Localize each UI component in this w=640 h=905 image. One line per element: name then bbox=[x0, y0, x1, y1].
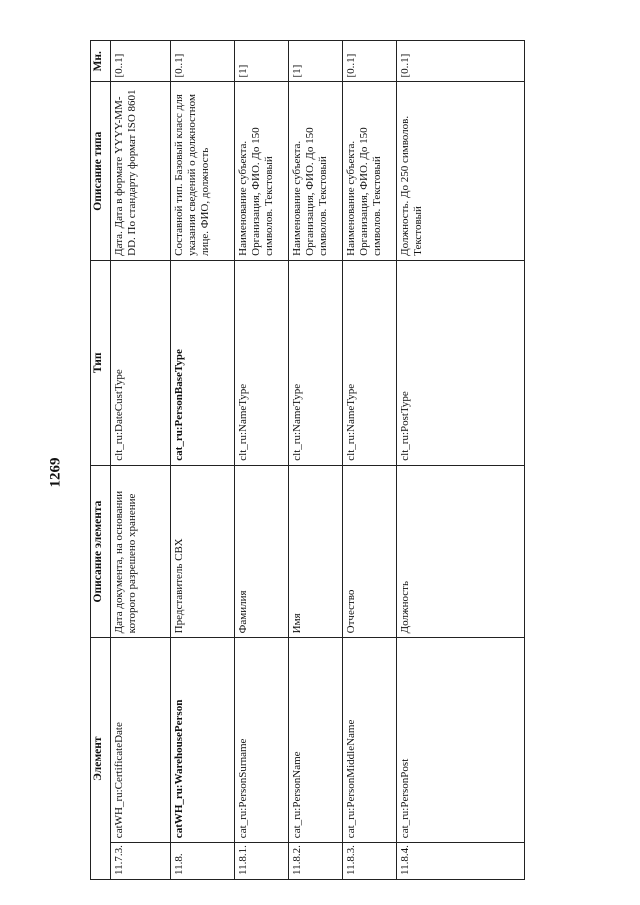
row-element: cat_ru:PersonPost bbox=[397, 638, 525, 843]
row-type: clt_ru:DateCustType bbox=[111, 260, 171, 465]
table-row bbox=[171, 41, 235, 880]
row-element-desc: Должность bbox=[397, 465, 525, 638]
row-number: 11.8.4. bbox=[397, 843, 525, 880]
row-number: 11.8.2. bbox=[289, 843, 343, 880]
row-number: 11.8.3. bbox=[343, 843, 397, 880]
row-type: cat_ru:PersonBaseType bbox=[171, 260, 235, 465]
header-element: Элемент bbox=[91, 638, 111, 880]
row-number: 11.8. bbox=[171, 843, 235, 880]
page-number: 1269 bbox=[47, 457, 64, 488]
row-type-desc: Составной тип. Базовый класс для указания сведений о должностном лице. ФИО, должность bbox=[171, 82, 235, 260]
row-multiplicity: [0..1] bbox=[397, 41, 525, 82]
row-type-desc: Наименование субъекта. Организация, ФИО. До 150 символов. Текстовый bbox=[289, 82, 343, 260]
rotated-table-container bbox=[90, 40, 525, 880]
row-element: catWH_ru:WarehousePerson bbox=[171, 638, 235, 843]
row-element: cat_ru:PersonMiddleName bbox=[343, 638, 397, 843]
table-row bbox=[343, 41, 397, 880]
row-multiplicity: [1] bbox=[235, 41, 289, 82]
row-number: 11.7.3. bbox=[111, 843, 171, 880]
table-header-row bbox=[91, 41, 111, 880]
row-element: catWH_ru:CertificateDate bbox=[111, 638, 171, 843]
row-element-desc: Имя bbox=[289, 465, 343, 638]
row-number: 11.8.1. bbox=[235, 843, 289, 880]
row-element: cat_ru:PersonSurname bbox=[235, 638, 289, 843]
row-type-desc: Наименование субъекта. Организация, ФИО. До 150 символов. Текстовый bbox=[235, 82, 289, 260]
row-type: clt_ru:NameType bbox=[343, 260, 397, 465]
row-type: clt_ru:NameType bbox=[289, 260, 343, 465]
row-type-desc: Дата. Дата в формате YYYY-MM-DD. По стандарту формат ISO 8601 bbox=[111, 82, 171, 260]
schema-table bbox=[90, 40, 525, 880]
row-multiplicity: [1] bbox=[289, 41, 343, 82]
row-type: clt_ru:PostType bbox=[397, 260, 525, 465]
header-type: Тип bbox=[91, 260, 111, 465]
row-element-desc: Дата документа, на основании которого разрешено хранение bbox=[111, 465, 171, 638]
table-row bbox=[397, 41, 525, 880]
header-type-desc: Описание типа bbox=[91, 82, 111, 260]
row-type-desc: Должность. До 250 символов. Текстовый bbox=[397, 82, 525, 260]
row-element-desc: Фамилия bbox=[235, 465, 289, 638]
row-element-desc: Представитель СВХ bbox=[171, 465, 235, 638]
table-row bbox=[289, 41, 343, 880]
row-element-desc: Отчество bbox=[343, 465, 397, 638]
row-type: clt_ru:NameType bbox=[235, 260, 289, 465]
table-row bbox=[111, 41, 171, 880]
row-type-desc: Наименование субъекта. Организация, ФИО. До 150 символов. Текстовый bbox=[343, 82, 397, 260]
table-row bbox=[235, 41, 289, 880]
header-multiplicity: Мн. bbox=[91, 41, 111, 82]
header-element-desc: Описание элемента bbox=[91, 465, 111, 638]
row-multiplicity: [0..1] bbox=[111, 41, 171, 82]
row-multiplicity: [0..1] bbox=[343, 41, 397, 82]
row-element: cat_ru:PersonName bbox=[289, 638, 343, 843]
row-multiplicity: [0..1] bbox=[171, 41, 235, 82]
